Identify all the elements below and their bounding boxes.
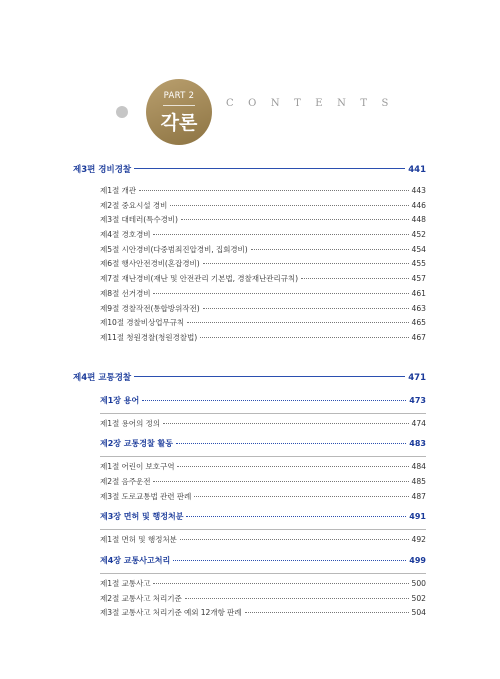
- toc-page-number: 455: [411, 259, 426, 269]
- contents-header: [0, 0, 500, 150]
- toc-chapter[interactable]: [73, 555, 426, 572]
- toc-section-label: 제11절 청원경찰(청원경찰법): [100, 332, 198, 342]
- toc-page-number: 446: [411, 200, 426, 210]
- leader-dots: [203, 262, 409, 264]
- leader-dots: [177, 465, 408, 467]
- toc-section-label: 제6절 행사안전경비(혼잡경비): [100, 259, 200, 269]
- toc-chapter[interactable]: [73, 511, 426, 528]
- leader-dots: [203, 307, 409, 309]
- toc-page-number: 504: [411, 608, 426, 618]
- toc-section[interactable]: [73, 461, 426, 476]
- toc-section[interactable]: [73, 593, 426, 608]
- chapter-divider: [100, 456, 426, 457]
- part-badge: [146, 79, 212, 145]
- toc-page-number: 473: [409, 395, 426, 405]
- chapter-divider: [100, 573, 426, 574]
- leader-line: [134, 375, 405, 377]
- toc-page-number: 484: [411, 462, 426, 472]
- leader-dots: [170, 204, 408, 206]
- toc-page-number: 465: [411, 318, 426, 328]
- toc-page-number: 463: [411, 303, 426, 313]
- toc-page-number: 492: [411, 535, 426, 545]
- leader-dots: [200, 336, 408, 338]
- toc-section-label: 제1절 어린이 보호구역: [100, 462, 175, 472]
- toc-page-number: 441: [408, 165, 426, 175]
- toc-page-number: 457: [411, 274, 426, 284]
- toc-part-3[interactable]: [73, 163, 426, 181]
- leader-dots: [187, 321, 408, 323]
- toc-part-label: 제4편 교통경찰: [73, 372, 132, 383]
- toc-page-number: 452: [411, 230, 426, 240]
- toc-page-number: 491: [409, 512, 426, 522]
- toc-section-label: 제1절 면허 및 행정처분: [100, 535, 177, 545]
- toc-section[interactable]: [73, 534, 426, 549]
- leader-dots: [163, 422, 408, 424]
- toc-section-label: 제3절 교통사고 처리기준 예외 12개항 판례: [100, 608, 242, 618]
- toc-section[interactable]: [73, 418, 426, 433]
- toc-chapter-label: 제1장 용어: [100, 395, 140, 405]
- toc-page-number: 474: [411, 418, 426, 428]
- toc-section-label: 제9절 경찰작전(통합방위작전): [100, 303, 200, 313]
- leader-dots: [153, 233, 408, 235]
- toc-section-label: 제5절 시안경비(다중범죄진압경비, 집회경비): [100, 244, 248, 254]
- leader-dots: [176, 442, 406, 444]
- leader-dots: [181, 218, 409, 220]
- toc-section[interactable]: [73, 229, 426, 244]
- part-label: PART 2: [163, 91, 195, 101]
- toc-page-number: 500: [411, 579, 426, 588]
- toc-section[interactable]: [73, 185, 426, 200]
- toc-chapter-label: 제3장 면허 및 행정처분: [100, 512, 184, 522]
- toc-section-label: 제1절 개관: [100, 186, 136, 195]
- toc-section-label: 제10절 경찰비상업무규칙: [100, 318, 185, 328]
- spacer: [73, 347, 426, 371]
- leader-dots: [301, 277, 409, 279]
- toc-section-label: 제1절 교통사고: [100, 579, 151, 588]
- toc-page-number: 485: [411, 476, 426, 486]
- toc-page-number: 454: [411, 244, 426, 254]
- toc-part-label: 제3편 경비경찰: [73, 165, 132, 175]
- toc-section-label: 제7절 재난경비(재난 및 안전관리 기본법, 경찰재난관리규칙): [100, 274, 298, 284]
- toc-section-label: 제8절 선거경비: [100, 288, 151, 298]
- toc-section-label: 제2절 교통사고 처리기준: [100, 593, 182, 603]
- toc-section[interactable]: [73, 258, 426, 273]
- leader-dots: [142, 399, 406, 401]
- contents-label: CONTENTS: [226, 98, 403, 109]
- toc-section[interactable]: [73, 317, 426, 332]
- toc-page-number: 471: [408, 372, 426, 383]
- toc-page-number: 448: [411, 215, 426, 225]
- toc-section[interactable]: [73, 244, 426, 259]
- part-divider: [163, 105, 195, 106]
- part3-section-list: [73, 185, 426, 347]
- toc-section-label: 제2절 음주운전: [100, 476, 151, 486]
- leader-line: [134, 167, 405, 169]
- leader-dots: [153, 480, 408, 482]
- leader-dots: [153, 582, 408, 584]
- toc-part-4[interactable]: [73, 371, 426, 389]
- toc-section[interactable]: [73, 578, 426, 593]
- toc-page-number: 487: [411, 491, 426, 501]
- toc-page-number: 499: [409, 556, 426, 565]
- chapter-divider: [100, 413, 426, 414]
- toc-page-number: 443: [411, 186, 426, 195]
- toc-section[interactable]: [73, 491, 426, 506]
- toc-chapter-label: 제4장 교통사고처리: [100, 556, 171, 565]
- leader-dots: [186, 515, 406, 517]
- toc-section[interactable]: [73, 607, 426, 622]
- toc-section[interactable]: [73, 273, 426, 288]
- part-title: 각론: [160, 112, 198, 134]
- table-of-contents: [73, 163, 426, 622]
- toc-page-number: 483: [409, 439, 426, 449]
- leader-dots: [185, 597, 409, 599]
- leader-dots: [251, 248, 409, 250]
- leader-dots: [194, 495, 408, 497]
- toc-section-label: 제3절 대테러(특수경비): [100, 215, 178, 225]
- toc-page-number: 467: [411, 332, 426, 342]
- toc-chapter-label: 제2장 교통경찰 활동: [100, 439, 173, 449]
- toc-chapter[interactable]: [73, 438, 426, 455]
- toc-section-label: 제4절 경호경비: [100, 230, 151, 240]
- leader-dots: [245, 611, 409, 613]
- leader-dots: [153, 292, 408, 294]
- toc-section[interactable]: [73, 476, 426, 491]
- toc-section[interactable]: [73, 200, 426, 215]
- chapter-divider: [100, 529, 426, 530]
- toc-section-label: 제3절 도로교통법 관련 판례: [100, 491, 192, 501]
- toc-chapter[interactable]: [73, 395, 426, 412]
- toc-section[interactable]: [73, 214, 426, 229]
- toc-section-label: 제1절 용어의 정의: [100, 418, 161, 428]
- leader-dots: [180, 538, 409, 540]
- toc-section-label: 제2절 중요시설 경비: [100, 200, 168, 210]
- toc-section[interactable]: [73, 332, 426, 347]
- bullet-dot: [116, 106, 128, 118]
- leader-dots: [139, 189, 409, 191]
- leader-dots: [173, 559, 406, 561]
- toc-section[interactable]: [73, 288, 426, 303]
- toc-section[interactable]: [73, 303, 426, 318]
- toc-page-number: 461: [411, 288, 426, 298]
- toc-page-number: 502: [411, 593, 426, 603]
